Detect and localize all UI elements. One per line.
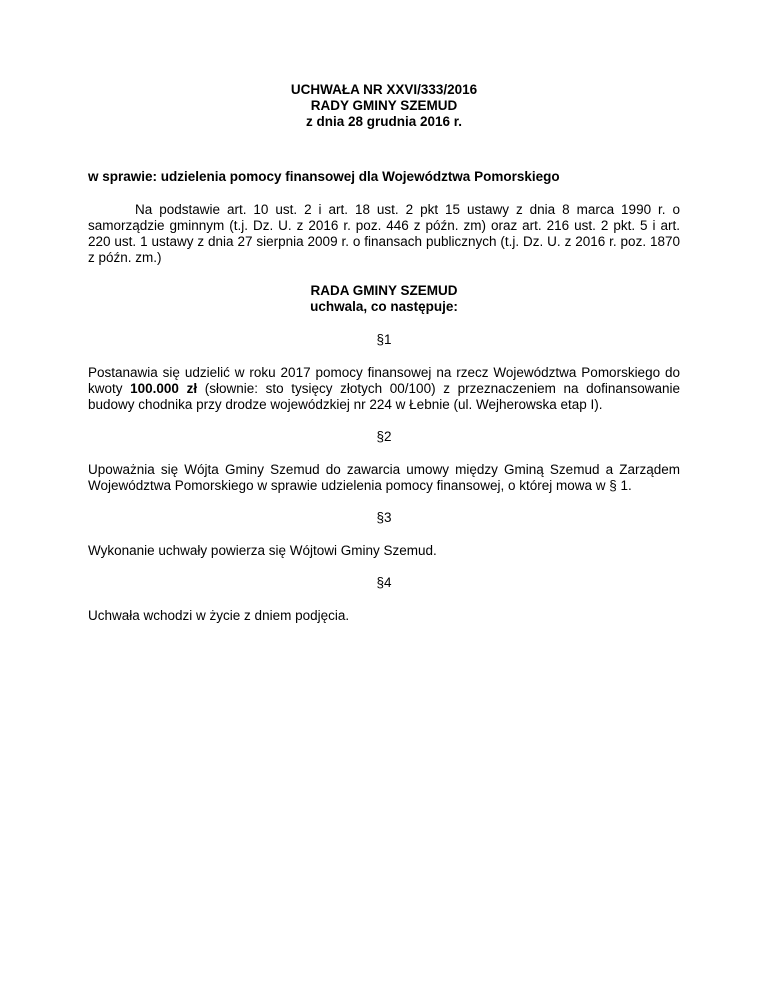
section-1-text-after: (słownie: sto tysięcy złotych 00/100) z przeznaczeniem na dofinansowanie budowy chodnika przy drodze wojewódzkiej nr 224 w Łebnie (ul. Wejherowska etap I).: [88, 381, 680, 412]
resolution-date: z dnia 28 grudnia 2016 r.: [305, 114, 463, 129]
section-4-text: Uchwała wchodzi w życie z dniem podjęcia.: [88, 608, 350, 623]
resolution-header: [88, 82, 680, 130]
section-3-mark: §3: [376, 510, 392, 525]
section-2-text: Upoważnia się Wójta Gminy Szemud do zawarcia umowy między Gminą Szemud a Zarządem Województwa Pomorskiego w sprawie udzielenia pomocy finansowej, o której mowa w § 1.: [88, 462, 680, 493]
section-3-text: Wykonanie uchwały powierza się Wójtowi Gminy Szemud.: [88, 543, 437, 558]
resolution-subject: w sprawie: udzielenia pomocy finansowej dla Województwa Pomorskiego: [88, 169, 560, 184]
resolution-number: UCHWAŁA NR XXVI/333/2016: [290, 82, 478, 97]
document-page: [88, 82, 680, 624]
section-4-mark: §4: [376, 575, 392, 590]
council-name: RADY GMINY SZEMUD: [310, 98, 458, 113]
council-heading: RADA GMINY SZEMUD: [310, 283, 458, 298]
section-1-amount: 100.000 zł: [130, 381, 198, 396]
section-1-mark: §1: [376, 332, 392, 347]
section-2-mark: §2: [376, 429, 392, 444]
legal-basis-paragraph: Na podstawie art. 10 ust. 2 i art. 18 ust. 2 pkt 15 ustawy z dnia 8 marca 1990 r. o samorządzie gminnym (t.j. Dz. U. z 2016 r. poz. 446 z późn. zm) oraz art. 216 ust. 2 pkt. 5 i art. 220 ust. 1 ustawy z dnia 27 sierpnia 2009 r. o finansach publicznych (t.j. Dz. U. z 2016 r. poz. 1870 z późn. zm.): [88, 202, 680, 265]
council-resolves-block: [88, 283, 680, 315]
section-1-text-before: Postanawia się udzielić w roku 2017 pomocy finansowej na rzecz Województwa Pomorskiego do kwoty: [88, 365, 680, 396]
section-1-text: [88, 365, 680, 413]
council-resolves-text: uchwala, co następuje:: [310, 299, 458, 314]
